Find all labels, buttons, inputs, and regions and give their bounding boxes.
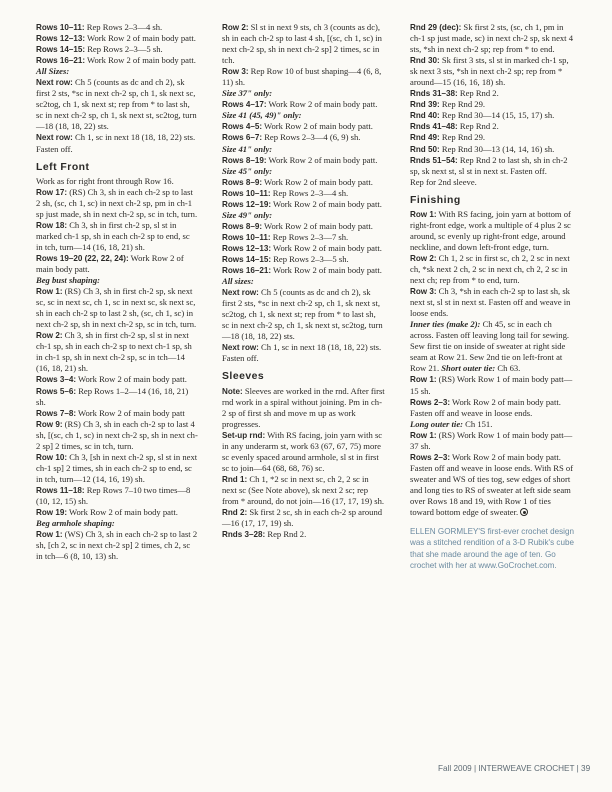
designer-bio-text: first-ever crochet design was a stitched rendition of a 3-D Rubik's cube that she made around the age of ten. Go crochet with her at www.GoCrochet.com. (410, 527, 574, 570)
row-label: Rnd 2: (222, 508, 248, 518)
instruction-line (36, 408, 198, 419)
size-heading: Long outer tie: (410, 418, 463, 429)
column-right (410, 22, 575, 579)
instruction-line (36, 275, 198, 286)
row-label: Rows 16–21: (222, 266, 272, 276)
instruction-line (36, 386, 198, 408)
row-text: Rep Rows 7–10 two times—8 (10, 12, 15) sh. (36, 484, 191, 506)
instruction-line (36, 286, 198, 330)
instruction-line (410, 132, 575, 143)
row-text: (RS) Ch 3, sh in each ch-2 sp to last 4 sh, [(sc, ch 1, sc) in next ch-2 sp, sh in next ch-2 sp] 2 times, sc in tch, turn. (36, 418, 198, 451)
row-label: Rnd 30: (410, 56, 440, 66)
row-text: Work Row 2 of main body patt. Fasten off and weave in loose ends. (410, 396, 561, 418)
row-label: Next row: (222, 288, 259, 298)
instruction-line (410, 88, 575, 99)
row-label: Row 1: (36, 287, 63, 297)
row-text: Work Row 2 of main body patt. (85, 55, 196, 66)
row-text: (RS) Work Row 1 of main body patt—37 sh. (410, 429, 573, 451)
row-text: Rep Rows 2–3—4 sh. (270, 187, 349, 198)
instruction-line (36, 22, 198, 33)
row-text: Rep Rnd 30—13 (14, 14, 16) sh. (439, 143, 555, 154)
size-heading: Inner ties (make 2): (410, 319, 481, 330)
instruction-line (410, 55, 575, 88)
row-label: Rnd 50: (410, 144, 440, 154)
row-label: Rows 12–13: (222, 243, 272, 253)
row-label: Rows 10–11: (36, 23, 85, 32)
row-label: Row 19: (36, 508, 68, 518)
row-text: Rep Rows 2–3—5 sh. (85, 44, 163, 55)
row-text: Work Row 2 of main body patt. (271, 198, 382, 209)
section-heading: Finishing (410, 194, 461, 206)
row-text: Work Row 2 of main body patt. (76, 374, 187, 385)
instruction-line (222, 232, 385, 243)
row-text: Ch 3, [sh in next ch-2 sp, sl st in next ch-1 sp] 2 times, sh in each ch-2 sp to end, sc in tch, turn—12 (14, 16, 19) sh. (36, 451, 198, 484)
row-label: Rows 4–17: (222, 100, 267, 110)
row-text: (RS) Work Row 1 of main body patt—15 sh. (410, 374, 573, 396)
row-text: Rep Rows 2–3—5 sh. (271, 253, 349, 264)
row-text: Rep Rows 1–2—14 (16, 18, 21) sh. (36, 385, 189, 407)
page-folio: Fall 2009 | INTERWEAVE CROCHET | 39 (438, 764, 591, 773)
instruction-line (410, 319, 575, 374)
row-label: Rnds 41–48: (410, 122, 458, 132)
row-label: Rows 12–19: (222, 199, 272, 209)
row-text: Ch 5 (counts as dc and ch 2), sk first 2 sts, *sc in next ch-2 sp, ch 1, sk next st, sc2tog, ch 1, sk next st; rep from * to last sh, sc in next ch-2 sp, ch 1, sk next st, sc2tog, turn—18 (18, 18, 22) sts. (222, 287, 383, 342)
instruction-line (222, 243, 385, 254)
row-text: Ch 1, *2 sc in next sc, ch 2, 2 sc in next sc (See Note above), sk next 2 sc; rep from * around, do not join—16 (17, 17, 19) sh. (222, 473, 385, 506)
row-text: Rep Row 10 of bust shaping—4 (6, 8, 11) sh. (222, 66, 382, 88)
row-label: Row 18: (36, 220, 68, 230)
row-text: Ch 1, sc in next 18 (18, 18, 22) sts. Fasten off. (36, 132, 196, 154)
row-text: Work Row 2 of main body patt. (262, 220, 373, 231)
row-text: Ch 63. (495, 363, 521, 374)
row-label: Rnds 3–28: (222, 530, 266, 540)
instruction-line (36, 507, 198, 518)
instruction-line (36, 187, 198, 220)
instruction-line (222, 188, 385, 199)
row-label: Row 2: (410, 253, 437, 263)
column-middle (222, 22, 385, 540)
row-label: Rows 10–11: (222, 232, 271, 242)
instruction-line (36, 419, 198, 452)
instruction-line (410, 121, 575, 132)
row-text: Ch 151. (463, 418, 493, 429)
instruction-line (36, 253, 198, 275)
row-text: Rep Rows 2–3—7 sh. (270, 231, 349, 242)
instruction-line (222, 254, 385, 265)
instruction-line (36, 452, 198, 485)
row-text: (RS) Ch 3, sh in first ch-2 sp, sk next sc, sc in next sc, ch 1, sc in next sc, sk next sc, sh in each ch-2 sp to last 2 sh, (sc, ch 1, sc) in next ch-2 sp, sh in next ch-2 sp, sc in tch, turn. (36, 286, 197, 330)
row-text: Rep Rnd 29. (439, 132, 486, 143)
row-text: Rep Rnd 2. (457, 88, 499, 99)
instruction-line (222, 110, 385, 121)
row-label: Rows 2–3: (410, 397, 451, 407)
row-label: Rows 4–5: (222, 122, 263, 132)
row-text: Sl st in next 9 sts, ch 3 (counts as dc), sh in each ch-2 sp to last 4 sh, [(sc, ch 1, sc) in next ch-2 sp, sh in next ch-2 sp] 2 times, sc in tch. (222, 22, 382, 66)
row-label: Next row: (36, 78, 73, 88)
instruction-line (410, 253, 575, 286)
row-label: Next row: (36, 133, 73, 143)
size-heading: All Sizes: (36, 66, 70, 77)
instruction-line (222, 386, 385, 430)
size-heading: Size 41" only: (222, 143, 273, 154)
row-label: Row 3: (222, 67, 249, 77)
size-heading: Size 41 (45, 49)" only: (222, 110, 302, 121)
row-label: Rnd 49: (410, 133, 440, 143)
instruction-line (36, 132, 198, 154)
instruction-line (410, 110, 575, 121)
instruction-line (36, 518, 198, 529)
row-text: Work Row 2 of main body patt. (36, 252, 184, 274)
instruction-line (36, 485, 198, 507)
instruction-line (410, 452, 575, 518)
instruction-line (222, 210, 385, 221)
instruction-line (36, 176, 198, 187)
instruction-line (410, 286, 575, 319)
row-label: Row 1: (410, 209, 437, 219)
row-label: Rnd 1: (222, 474, 248, 484)
row-text: Rep Rnd 2. (457, 121, 499, 132)
row-text: Work Row 2 of main body patt. (266, 154, 378, 165)
designer-name: ELLEN GORMLEY'S (410, 527, 486, 537)
row-text: Work Row 2 of main body patt. Fasten off and weave in loose ends. With RS of sweater and WS of ties tog, sew edges of short and long ties to RS of sweater at left side seam over Rows 18 and 19, with Row 1 of ties toward bottom edge of sweater. (410, 451, 574, 518)
row-text: Ch 45, sc in each ch across. Fasten off leaving long tail for sewing. Sew first tie on inside of sweater at right side seam at Row 21. Sew 2nd tie on left-front at Row 21. (410, 319, 570, 374)
row-text: (RS) Ch 3, sh in each ch-2 sp to last 2 sh, (sc, ch 1, sc) in next ch-2 sp, pm in ch-1 sp just made, sh in next ch-2 sp, sc in tch, turn. (36, 186, 198, 219)
row-text: Sleeves are worked in the rnd. After first rnd work in a spiral without joining. Pm in ch-2 sp of first sh and move m up as work progresses. (222, 385, 385, 429)
row-text: Sk first 3 sts, sl st in marked ch-1 sp, sk next 3 sts, *sh in next ch-2 sp; rep from * around—15 (16, 16, 18) sh. (410, 55, 569, 88)
row-label: Row 1: (410, 430, 437, 440)
row-text: Rep Rnd 2. (265, 529, 307, 540)
row-label: Rows 8–9: (222, 177, 263, 187)
instruction-line (222, 155, 385, 166)
row-label: Rnd 39: (410, 100, 440, 110)
instruction-line (410, 177, 575, 188)
instruction-line (222, 88, 385, 99)
size-heading: Size 45" only: (222, 165, 273, 176)
instruction-line (222, 430, 385, 474)
instruction-line (36, 33, 198, 44)
instruction-line (410, 397, 575, 419)
row-text: With RS facing, join yarn with sc in any underarm st, work 63 (67, 67, 75) more sc evenly spaced around armhole, sl st in first sc to join—64 (68, 68, 76) sc. (222, 429, 383, 473)
row-text: With RS facing, join yarn at bottom of right-front edge, work a multiple of 4 plus 2 sc around, sc evenly up right-front edge, around neckline, and down left-front edge, turn. (410, 208, 571, 252)
row-label: Row 3: (410, 287, 437, 297)
instruction-line (222, 529, 385, 540)
row-text: Sk first 2 sts, (sc, ch 1, pm in ch-1 sp just made, sc) in next ch-2 sp, sk next 4 sts, *sh in next ch-2 sp; rep from * to end. (410, 22, 574, 55)
size-heading: Size 49" only: (222, 209, 273, 220)
instruction-line (222, 121, 385, 132)
size-heading: Beg armhole shaping: (36, 518, 115, 529)
row-text: Rep for 2nd sleeve. (410, 176, 477, 187)
instruction-line (36, 529, 198, 562)
row-label: Rows 19–20 (22, 22, 24): (36, 253, 129, 263)
instruction-line (36, 77, 198, 132)
row-label: Rows 14–15: (222, 254, 272, 264)
instruction-line (410, 144, 575, 155)
row-label: Rnd 40: (410, 111, 440, 121)
row-label: Rows 6–7: (222, 133, 263, 143)
instruction-line (410, 99, 575, 110)
row-label: Rows 5–6: (36, 386, 77, 396)
row-text: Rep Rnd 29. (439, 99, 486, 110)
row-text: Work Row 2 of main body patt. (67, 507, 178, 518)
size-heading: Short outer tie: (441, 363, 496, 374)
row-label: Rows 12–13: (36, 34, 86, 44)
instruction-line (222, 166, 385, 177)
row-label: Rnd 29 (dec): (410, 23, 462, 32)
instruction-line (410, 430, 575, 452)
instruction-line (222, 177, 385, 188)
size-heading: Beg bust shaping: (36, 275, 100, 286)
row-label: Rows 8–9: (222, 221, 263, 231)
instruction-line (222, 221, 385, 232)
row-text: Work Row 2 of main body patt. (271, 265, 382, 276)
row-label: Rows 7–8: (36, 408, 77, 418)
instruction-line (222, 507, 385, 529)
row-label: Rnds 51–54: (410, 155, 458, 165)
row-text: Work Row 2 of main body patt (76, 407, 185, 418)
row-text: Ch 1, sc in next 18 (18, 18, 22) sts. Fasten off. (222, 342, 382, 364)
row-text: Rep Rnd 2 to last sh, sh in ch-2 sp, sk next st, sl st in next st. Fasten off. (410, 154, 568, 176)
row-text: Work Row 2 of main body patt. (85, 33, 196, 44)
column-left (36, 22, 198, 562)
instruction-line (222, 144, 385, 155)
row-text: Rep Rows 2–3—4 sh. (84, 22, 163, 32)
instruction-line (222, 66, 385, 88)
row-label: Row 2: (36, 331, 63, 341)
row-text: Ch 3, sh in first ch-2 sp, sl st in next ch-1 sp, sh in each ch-2 sp to next ch-1 sp, sh in ch-1 sp, sh in next ch-2 sp, sc in tch—14 (16, 18, 21) sh. (36, 330, 192, 374)
row-label: Next row: (222, 343, 259, 353)
finishing-instructions (410, 22, 575, 518)
instruction-line (222, 287, 385, 342)
row-text: Ch 3, sh in first ch-2 sp, sl st in marked ch-1 sp, sh in each ch-2 sp to end, sc in tch, turn—14 (16, 18, 21) sh. (36, 219, 190, 252)
instruction-line (36, 66, 198, 77)
row-label: Row 10: (36, 452, 68, 462)
row-text: Sk first 2 sc, sh in each ch-2 sp around—16 (17, 17, 19) sh. (222, 507, 383, 529)
row-label: Note: (222, 386, 243, 396)
instruction-line (36, 44, 198, 55)
size-heading: Size 37" only: (222, 88, 273, 99)
row-label: Rows 14–15: (36, 45, 86, 55)
instruction-line (222, 265, 385, 276)
row-text: Ch 1, 2 sc in first sc, ch 2, 2 sc in next ch, *sk next 2 ch, 2 sc in next ch, ch 2, 2 sc in next ch; rep from * to end, turn. (410, 252, 570, 286)
row-text: Work Row 2 of main body patt. (262, 121, 373, 132)
row-label: Rows 3–4: (36, 375, 77, 385)
instruction-line (410, 374, 575, 396)
row-text: (WS) Ch 3, sh in each ch-2 sp to last 2 sh, [ch 2, sc in next ch-2 sp] 2 times, ch 2, sc in tch—6 (8, 10, 13) sh. (36, 529, 198, 562)
row-label: Row 1: (410, 375, 437, 385)
instruction-line (36, 374, 198, 385)
end-of-article-icon (520, 508, 528, 516)
instruction-line (410, 155, 575, 177)
row-label: Rows 16–21: (36, 56, 86, 66)
row-label: Rows 11–18: (36, 485, 85, 495)
instruction-line (410, 419, 575, 430)
section-heading: Sleeves (222, 371, 265, 383)
row-text: Work as for right front through Row 16. (36, 175, 174, 186)
instruction-line (222, 22, 385, 66)
row-label: Rows 8–19: (222, 155, 267, 165)
row-text: Work Row 2 of main body patt. (271, 242, 382, 253)
row-label: Row 1: (36, 530, 63, 540)
row-text: Ch 3, *sh in each ch-2 sp to last sh, sk next st, sl st in next st. Fasten off and weave in loose ends. (410, 286, 571, 319)
row-text: Work Row 2 of main body patt. (262, 176, 373, 187)
row-label: Rnds 31–38: (410, 89, 458, 99)
designer-bio (410, 526, 575, 571)
instruction-line (222, 342, 385, 364)
instruction-line (222, 99, 385, 110)
row-label: Rows 2–3: (410, 452, 451, 462)
row-text: Ch 5 (counts as dc and ch 2), sk first 2 sts, *sc in next ch-2 sp, ch 1, sk next sc, sc2tog, ch 1, sk next st; rep from * to last sh, sc in next ch-2 sp, ch 1, sk next st, sc2tog, turn—18 (18, 18, 22) sts. (36, 77, 197, 132)
row-label: Set-up rnd: (222, 430, 266, 440)
row-label: Row 17: (36, 187, 68, 197)
size-heading: All sizes: (222, 276, 254, 287)
instruction-line (410, 22, 575, 55)
section-heading: Left Front (36, 161, 90, 173)
instruction-line (36, 220, 198, 253)
row-label: Row 2: (222, 23, 249, 32)
row-label: Rows 10–11: (222, 188, 271, 198)
instruction-line (222, 132, 385, 143)
instruction-line (410, 209, 575, 253)
instruction-line (222, 276, 385, 287)
row-text: Rep Rnd 30—14 (15, 15, 17) sh. (439, 110, 555, 121)
row-text: Rep Rows 2–3—4 (6, 9) sh. (262, 132, 361, 143)
instruction-line (222, 199, 385, 210)
row-label: Row 9: (36, 419, 63, 429)
row-text: Work Row 2 of main body patt. (266, 99, 378, 110)
instruction-line (222, 474, 385, 507)
instruction-line (36, 330, 198, 374)
instruction-line (36, 55, 198, 66)
